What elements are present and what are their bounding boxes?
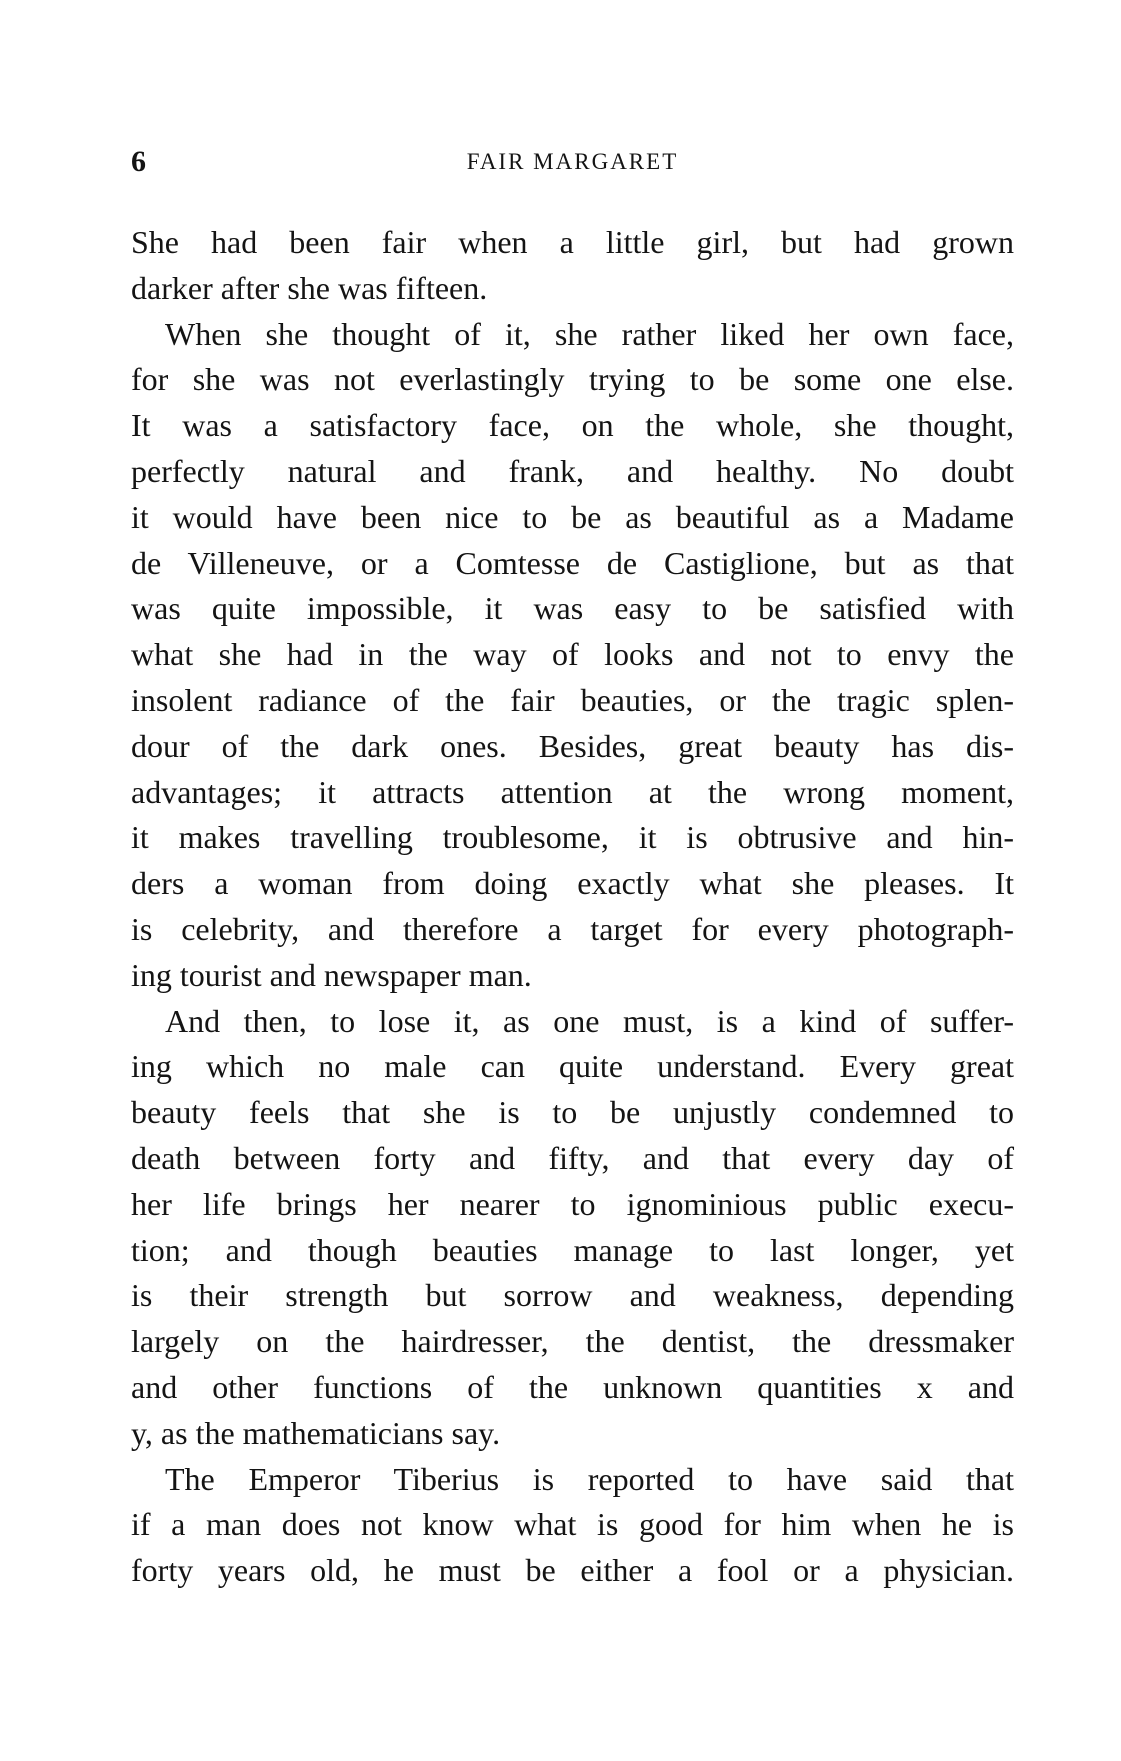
text-line: ing tourist and newspaper man.	[131, 956, 532, 993]
text-line: tion; and though beauties manage to last longer, yet	[131, 1231, 1014, 1268]
text-line: y, as the mathematicians say.	[131, 1414, 501, 1451]
text-line: The Emperor Tiberius is reported to have said that	[165, 1460, 1014, 1497]
body-text	[131, 220, 1014, 1594]
text-line: for she was not everlastingly trying to be some one else.	[131, 361, 1014, 398]
text-line: it would have been nice to be as beautiful as a Madame	[131, 498, 1014, 535]
running-title: FAIR MARGARET	[466, 149, 679, 174]
text-line: She had been fair when a little girl, but had grown	[131, 224, 1014, 260]
text-line: dour of the dark ones. Besides, great beauty has dis-	[131, 727, 1014, 764]
page-header	[131, 140, 1014, 184]
text-line: When she thought of it, she rather liked her own face,	[165, 315, 1014, 352]
text-line: darker after she was fifteen.	[131, 269, 488, 306]
text-line: is celebrity, and therefore a target for every photograph-	[131, 910, 1014, 947]
text-line: her life brings her nearer to ignominious public execu-	[131, 1185, 1014, 1222]
page-number: 6	[131, 145, 146, 178]
text-line: beauty feels that she is to be unjustly condemned to	[131, 1094, 1014, 1131]
text-line: perfectly natural and frank, and healthy. No doubt	[131, 452, 1014, 489]
text-line: ders a woman from doing exactly what she pleases. It	[131, 865, 1014, 902]
text-line: it makes travelling troublesome, it is obtrusive and hin-	[131, 819, 1014, 856]
paragraph-3	[131, 999, 1014, 1457]
text-line: de Villeneuve, or a Comtesse de Castiglione, but as that	[131, 544, 1014, 581]
text-line: forty years old, he must be either a fool or a physician.	[131, 1552, 1014, 1589]
text-line: It was a satisfactory face, on the whole, she thought,	[131, 407, 1014, 444]
text-line: and other functions of the unknown quantities x and	[131, 1368, 1014, 1405]
text-line: is their strength but sorrow and weakness, depending	[131, 1277, 1014, 1314]
paragraph-2	[131, 312, 1014, 999]
text-line: was quite impossible, it was easy to be satisfied with	[131, 590, 1014, 627]
text-line: insolent radiance of the fair beauties, or the tragic splen-	[131, 681, 1014, 718]
text-line: death between forty and fifty, and that every day of	[131, 1139, 1014, 1176]
text-line: advantages; it attracts attention at the wrong moment,	[131, 773, 1014, 810]
text-line: if a man does not know what is good for him when he is	[131, 1506, 1014, 1543]
text-line: largely on the hairdresser, the dentist, the dressmaker	[131, 1323, 1014, 1360]
text-line: ing which no male can quite understand. Every great	[131, 1048, 1014, 1085]
text-line: what she had in the way of looks and not to envy the	[131, 636, 1014, 673]
paragraph-4	[131, 1457, 1014, 1594]
paragraph-1	[131, 220, 1014, 312]
text-line: And then, to lose it, as one must, is a kind of suffer-	[165, 1002, 1014, 1039]
